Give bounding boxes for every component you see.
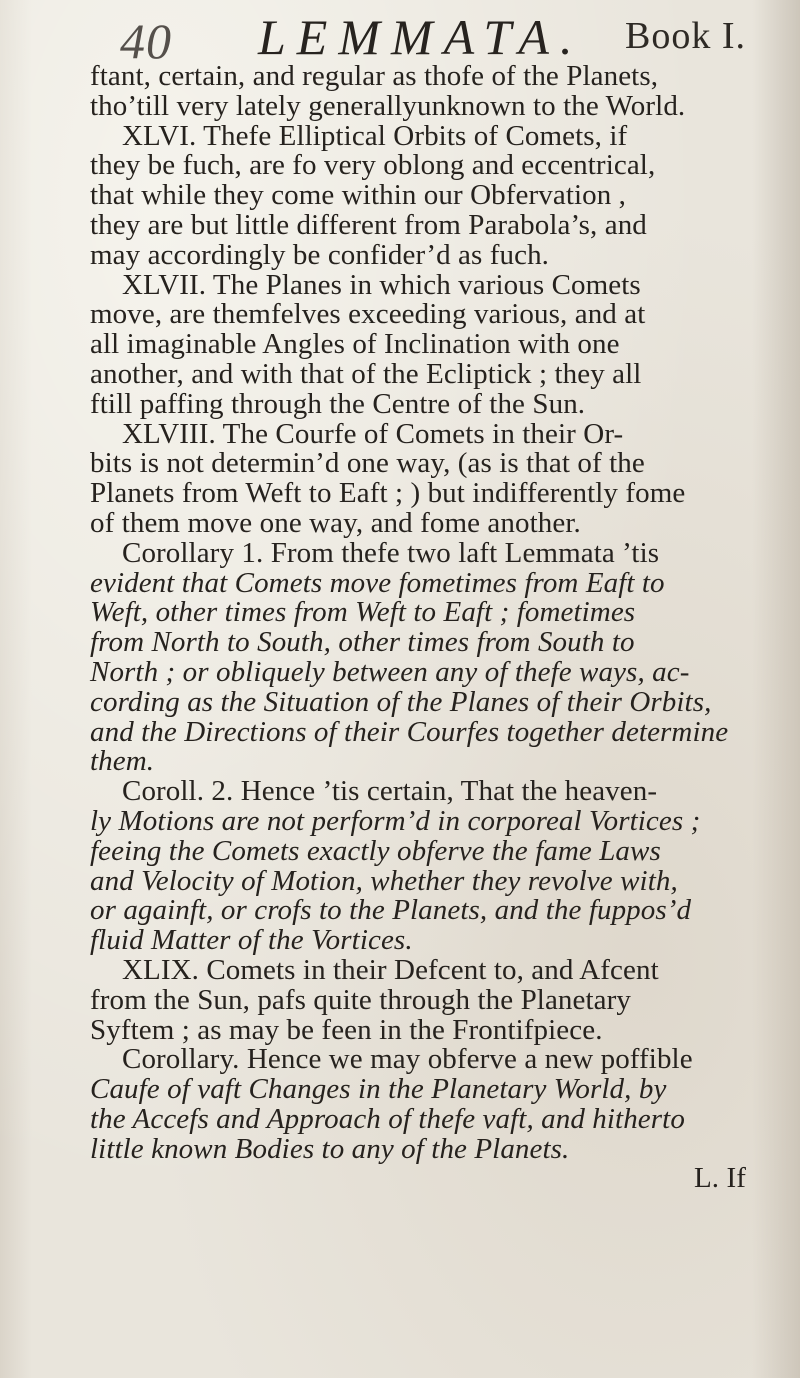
text-line: fluid Matter of the Vortices. — [90, 924, 413, 957]
text-line: bits is not determin’d one way, (as is that of the — [90, 447, 645, 480]
book-label: Book I. — [625, 15, 746, 57]
text-line: or againft, or crofs to the Planets, and the fuppos’d — [90, 894, 692, 927]
running-title: LEMMATA. — [258, 9, 584, 65]
text-line: Syftem ; as may be feen in the Frontifpiece. — [90, 1013, 603, 1046]
text-line: that while they come within our Obfervation , — [90, 179, 627, 212]
text-line: from North to South, other times from South to — [90, 626, 635, 659]
text-line: Corollary 1. From thefe two laft Lemmata ’tis — [122, 536, 660, 569]
text-line: they be fuch, are fo very oblong and eccentrical, — [90, 149, 656, 182]
text-line: Corollary. Hence we may obferve a new poffible — [122, 1043, 693, 1076]
text-line: XLVIII. The Courfe of Comets in their Or- — [122, 417, 624, 450]
text-line: ftant, certain, and regular as thofe of the Planets, — [90, 60, 659, 92]
text-line: ftill paffing through the Centre of the Sun. — [90, 387, 586, 420]
text-line: L. If — [693, 1162, 746, 1195]
text-line: Caufe of vaft Changes in the Planetary World, by — [90, 1073, 667, 1106]
text-line: Coroll. 2. Hence ’tis certain, That the heaven- — [122, 775, 658, 808]
text-line: XLVII. The Planes in which various Comets — [122, 268, 641, 301]
text-line: they are but little different from Parabola’s, and — [90, 208, 647, 241]
text-line: from the Sun, pafs quite through the Planetary — [90, 983, 631, 1016]
text-line: little known Bodies to any of the Planets. — [90, 1132, 570, 1165]
text-line: them. — [90, 745, 155, 778]
text-line: feeing the Comets exactly obferve the fame Laws — [90, 834, 661, 867]
text-line: XLVI. Thefe Elliptical Orbits of Comets, if — [122, 119, 628, 152]
body-text — [90, 62, 750, 1194]
text-line: another, and with that of the Ecliptick ; they all — [90, 357, 642, 390]
text-line: move, are themfelves exceeding various, and at — [90, 298, 646, 331]
text-line: the Accefs and Approach of thefe vaft, and hitherto — [90, 1102, 685, 1135]
text-line: XLIX. Comets in their Defcent to, and Afcent — [122, 953, 659, 986]
text-line: ly Motions are not perform’d in corporeal Vortices ; — [90, 804, 701, 837]
text-line: North ; or obliquely between any of thefe ways, ac- — [90, 655, 690, 688]
text-line: cording as the Situation of the Planes of their Orbits, — [90, 685, 712, 718]
text-line: may accordingly be confider’d as fuch. — [90, 238, 550, 271]
page-header — [0, 6, 800, 68]
text-line: all imaginable Angles of Inclination with one — [90, 328, 620, 361]
text-line: evident that Comets move fometimes from Eaft to — [90, 566, 665, 599]
text-line: and Velocity of Motion, whether they revolve with, — [90, 864, 678, 897]
text-line: Weft, other times from Weft to Eaft ; fometimes — [90, 596, 636, 629]
text-line: Planets from Weft to Eaft ; ) but indifferently fome — [90, 477, 686, 510]
text-line: and the Directions of their Courfes together determine — [90, 715, 729, 748]
page-number: 40 — [120, 13, 172, 69]
text-line: tho’till very lately generallyunknown to the World. — [90, 89, 686, 122]
text-line: of them move one way, and fome another. — [90, 506, 581, 539]
